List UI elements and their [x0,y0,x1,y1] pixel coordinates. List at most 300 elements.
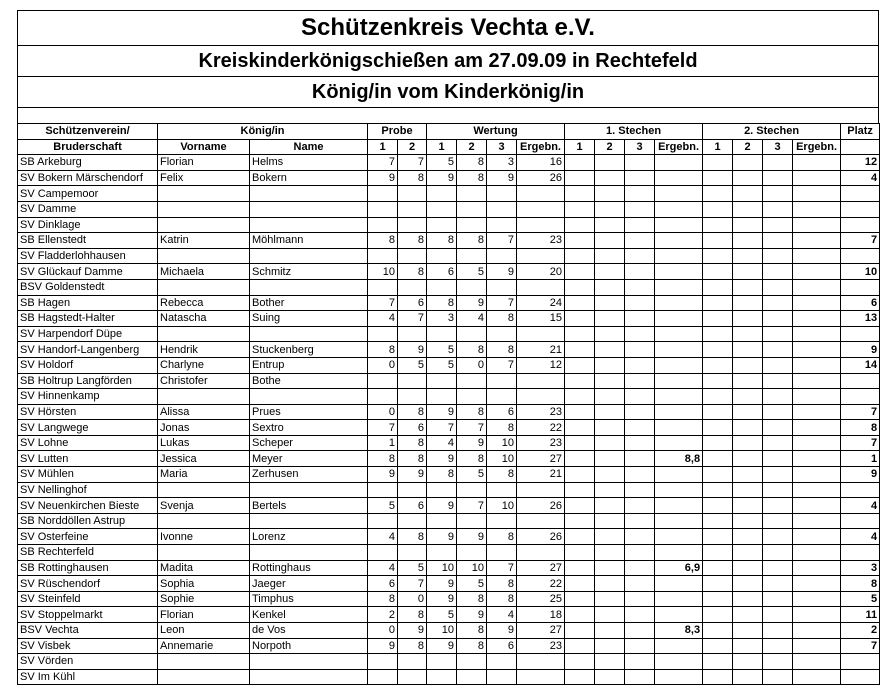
cell-wertung-1: 8 [427,233,457,249]
cell-verein: BSV Vechta [18,623,158,639]
cell-verein: SV Stoppelmarkt [18,607,158,623]
cell-probe-2 [398,669,427,685]
cell-stechen2-2 [733,591,763,607]
cell-wertung-2: 7 [457,420,487,436]
cell-vorname [158,545,250,561]
cell-stechen2-3 [763,654,793,670]
col-stechen2: 2. Stechen [703,124,841,140]
cell-stechen2-3 [763,451,793,467]
cell-platz [841,186,880,202]
cell-stechen2-2 [733,638,763,654]
cell-probe-1: 1 [368,435,398,451]
cell-stechen1-1 [565,264,595,280]
cell-probe-2 [398,248,427,264]
cell-stechen1-1 [565,420,595,436]
cell-stechen1-ergebn [655,311,703,327]
cell-wertung-1: 5 [427,357,457,373]
cell-vorname: Charlyne [158,357,250,373]
cell-stechen1-ergebn [655,498,703,514]
cell-probe-2: 8 [398,170,427,186]
cell-stechen1-2 [595,357,625,373]
cell-probe-2 [398,513,427,529]
cell-stechen1-1 [565,498,595,514]
cell-stechen2-2 [733,482,763,498]
cell-platz: 7 [841,638,880,654]
cell-stechen2-1 [703,311,733,327]
cell-stechen2-2 [733,357,763,373]
cell-verein: SB Hagstedt-Halter [18,311,158,327]
cell-stechen2-ergebn [793,264,841,280]
table-row [18,560,880,576]
cell-wertung-3 [487,326,517,342]
cell-probe-2 [398,482,427,498]
cell-stechen1-3 [625,607,655,623]
cell-stechen1-1 [565,545,595,561]
cell-probe-2: 8 [398,435,427,451]
cell-wertung-1: 7 [427,420,457,436]
cell-stechen1-ergebn: 8,8 [655,451,703,467]
cell-stechen1-1 [565,279,595,295]
cell-stechen2-1 [703,576,733,592]
col-wertung-1: 1 [427,139,457,155]
cell-stechen2-3 [763,638,793,654]
cell-vorname: Katrin [158,233,250,249]
cell-stechen2-ergebn [793,248,841,264]
cell-wertung-2 [457,482,487,498]
document-title: Schützenkreis Vechta e.V. [18,11,878,46]
cell-wertung-2: 5 [457,576,487,592]
cell-wertung-ergebn: 22 [517,576,565,592]
cell-stechen1-3 [625,513,655,529]
cell-vorname: Florian [158,155,250,171]
cell-verein: SV Campemoor [18,186,158,202]
cell-name: Jaeger [250,576,368,592]
cell-stechen2-ergebn [793,201,841,217]
cell-wertung-3 [487,513,517,529]
cell-stechen2-ergebn [793,342,841,358]
cell-stechen2-3 [763,513,793,529]
cell-stechen1-ergebn [655,607,703,623]
cell-stechen1-2 [595,279,625,295]
col-wertung-2: 2 [457,139,487,155]
cell-stechen2-1 [703,560,733,576]
cell-stechen1-2 [595,435,625,451]
cell-vorname: Leon [158,623,250,639]
cell-stechen2-1 [703,529,733,545]
cell-wertung-1: 9 [427,591,457,607]
cell-stechen1-2 [595,201,625,217]
table-row [18,529,880,545]
cell-wertung-1: 9 [427,529,457,545]
cell-stechen1-1 [565,654,595,670]
cell-wertung-1: 5 [427,607,457,623]
cell-stechen1-ergebn [655,357,703,373]
cell-stechen1-2 [595,529,625,545]
cell-wertung-ergebn: 23 [517,435,565,451]
cell-wertung-ergebn [517,545,565,561]
cell-vorname: Natascha [158,311,250,327]
cell-stechen1-2 [595,623,625,639]
cell-wertung-ergebn: 27 [517,451,565,467]
cell-stechen2-2 [733,404,763,420]
cell-stechen2-2 [733,170,763,186]
cell-stechen1-ergebn [655,404,703,420]
cell-verein: SV Steinfeld [18,591,158,607]
cell-stechen2-3 [763,342,793,358]
cell-stechen1-3 [625,404,655,420]
cell-stechen2-3 [763,420,793,436]
cell-probe-2 [398,545,427,561]
cell-stechen2-ergebn [793,389,841,405]
cell-probe-2: 6 [398,498,427,514]
cell-stechen1-1 [565,669,595,685]
cell-stechen1-3 [625,201,655,217]
cell-stechen1-1 [565,326,595,342]
cell-wertung-ergebn [517,669,565,685]
cell-probe-1: 2 [368,607,398,623]
cell-stechen1-ergebn [655,545,703,561]
cell-platz [841,513,880,529]
cell-stechen2-3 [763,560,793,576]
cell-wertung-2: 0 [457,357,487,373]
cell-stechen1-2 [595,170,625,186]
cell-stechen1-1 [565,217,595,233]
cell-wertung-ergebn: 15 [517,311,565,327]
cell-stechen2-2 [733,155,763,171]
cell-wertung-2: 8 [457,623,487,639]
cell-stechen1-3 [625,638,655,654]
cell-probe-2: 8 [398,607,427,623]
cell-verein: SV Hinnenkamp [18,389,158,405]
cell-stechen1-1 [565,186,595,202]
header-row-2 [18,139,880,155]
cell-platz [841,482,880,498]
cell-wertung-2: 8 [457,155,487,171]
cell-name: Bother [250,295,368,311]
cell-stechen1-1 [565,201,595,217]
cell-probe-2 [398,654,427,670]
cell-stechen2-2 [733,295,763,311]
cell-platz: 5 [841,591,880,607]
results-sheet [17,10,879,685]
cell-stechen1-1 [565,404,595,420]
col-vorname: Vorname [158,139,250,155]
cell-stechen2-ergebn [793,467,841,483]
cell-wertung-3: 6 [487,404,517,420]
table-row [18,342,880,358]
col-probe: Probe [368,124,427,140]
cell-stechen1-2 [595,607,625,623]
table-row [18,420,880,436]
cell-probe-1: 9 [368,638,398,654]
cell-probe-1: 7 [368,295,398,311]
cell-stechen2-1 [703,342,733,358]
cell-stechen2-2 [733,451,763,467]
cell-stechen1-1 [565,607,595,623]
cell-platz [841,326,880,342]
cell-verein: SB Ellenstedt [18,233,158,249]
cell-probe-1 [368,279,398,295]
cell-probe-1 [368,513,398,529]
cell-stechen1-3 [625,357,655,373]
cell-stechen2-1 [703,264,733,280]
cell-probe-1: 0 [368,357,398,373]
cell-stechen2-1 [703,248,733,264]
cell-stechen1-3 [625,451,655,467]
cell-vorname: Jessica [158,451,250,467]
cell-wertung-3 [487,373,517,389]
cell-verein: SB Rottinghausen [18,560,158,576]
cell-verein: SV Neuenkirchen Bieste [18,498,158,514]
cell-probe-1 [368,669,398,685]
cell-wertung-2: 10 [457,560,487,576]
cell-wertung-1 [427,545,457,561]
cell-stechen2-2 [733,513,763,529]
cell-stechen2-2 [733,669,763,685]
cell-wertung-ergebn [517,373,565,389]
cell-stechen1-3 [625,295,655,311]
cell-wertung-2: 8 [457,233,487,249]
cell-platz: 14 [841,357,880,373]
cell-stechen2-ergebn [793,638,841,654]
cell-name [250,669,368,685]
cell-verein: SB Rechterfeld [18,545,158,561]
cell-wertung-ergebn: 21 [517,467,565,483]
cell-stechen2-1 [703,233,733,249]
cell-stechen2-1 [703,654,733,670]
table-row [18,217,880,233]
cell-wertung-ergebn [517,513,565,529]
cell-verein: SV Lutten [18,451,158,467]
cell-wertung-ergebn: 20 [517,264,565,280]
cell-stechen2-1 [703,513,733,529]
cell-stechen2-2 [733,201,763,217]
cell-stechen1-ergebn: 6,9 [655,560,703,576]
cell-probe-1: 0 [368,404,398,420]
cell-stechen1-ergebn [655,201,703,217]
cell-wertung-1: 8 [427,467,457,483]
cell-wertung-ergebn [517,326,565,342]
cell-stechen1-2 [595,373,625,389]
cell-stechen2-3 [763,435,793,451]
col-verein-bottom: Bruderschaft [18,139,158,155]
cell-wertung-1: 9 [427,576,457,592]
cell-vorname [158,279,250,295]
cell-verein: SB Arkeburg [18,155,158,171]
header-row-1 [18,124,880,140]
cell-stechen1-ergebn [655,326,703,342]
cell-vorname: Lukas [158,435,250,451]
cell-stechen2-1 [703,373,733,389]
cell-platz: 7 [841,404,880,420]
cell-wertung-3: 3 [487,155,517,171]
cell-stechen1-3 [625,498,655,514]
cell-wertung-ergebn: 21 [517,342,565,358]
table-row [18,264,880,280]
cell-wertung-ergebn: 23 [517,638,565,654]
cell-wertung-3: 8 [487,311,517,327]
cell-stechen1-ergebn: 8,3 [655,623,703,639]
cell-stechen1-3 [625,435,655,451]
cell-vorname [158,201,250,217]
cell-wertung-2: 8 [457,342,487,358]
cell-stechen2-3 [763,186,793,202]
cell-stechen2-1 [703,591,733,607]
cell-name: Rottinghaus [250,560,368,576]
cell-name: Lorenz [250,529,368,545]
cell-stechen2-1 [703,217,733,233]
cell-probe-2: 7 [398,155,427,171]
col-wertung: Wertung [427,124,565,140]
cell-probe-2: 7 [398,576,427,592]
cell-stechen1-ergebn [655,576,703,592]
cell-name: de Vos [250,623,368,639]
cell-platz: 3 [841,560,880,576]
cell-platz: 8 [841,576,880,592]
cell-stechen2-3 [763,217,793,233]
cell-stechen2-1 [703,545,733,561]
cell-stechen1-ergebn [655,248,703,264]
cell-stechen2-3 [763,389,793,405]
cell-name: Bothe [250,373,368,389]
cell-wertung-2 [457,389,487,405]
cell-stechen1-2 [595,248,625,264]
cell-stechen1-2 [595,186,625,202]
cell-stechen1-2 [595,295,625,311]
cell-stechen1-3 [625,311,655,327]
cell-platz: 7 [841,435,880,451]
col-koenig: König/in [158,124,368,140]
cell-wertung-3 [487,669,517,685]
cell-wertung-ergebn: 22 [517,420,565,436]
cell-vorname [158,389,250,405]
cell-stechen1-1 [565,170,595,186]
spacer-row [17,108,879,123]
cell-stechen1-2 [595,467,625,483]
cell-stechen2-ergebn [793,607,841,623]
cell-probe-1 [368,201,398,217]
cell-stechen1-1 [565,342,595,358]
cell-probe-1: 8 [368,233,398,249]
cell-vorname: Felix [158,170,250,186]
cell-probe-2 [398,373,427,389]
cell-wertung-ergebn: 26 [517,498,565,514]
cell-wertung-2: 8 [457,638,487,654]
cell-wertung-2 [457,217,487,233]
cell-probe-2 [398,186,427,202]
table-row [18,357,880,373]
cell-stechen1-3 [625,529,655,545]
cell-platz [841,217,880,233]
cell-wertung-3: 10 [487,498,517,514]
cell-name: Kenkel [250,607,368,623]
cell-probe-2: 8 [398,451,427,467]
cell-stechen2-3 [763,591,793,607]
cell-name: Meyer [250,451,368,467]
cell-vorname: Hendrik [158,342,250,358]
cell-stechen1-1 [565,467,595,483]
cell-stechen1-3 [625,560,655,576]
cell-stechen1-1 [565,576,595,592]
cell-probe-2: 5 [398,560,427,576]
cell-stechen1-2 [595,389,625,405]
cell-vorname: Annemarie [158,638,250,654]
table-row [18,451,880,467]
cell-stechen2-2 [733,545,763,561]
cell-wertung-2: 5 [457,467,487,483]
cell-stechen2-1 [703,155,733,171]
cell-verein: SV Harpendorf Düpe [18,326,158,342]
cell-stechen1-2 [595,560,625,576]
cell-stechen2-1 [703,420,733,436]
cell-stechen2-ergebn [793,654,841,670]
cell-wertung-ergebn [517,248,565,264]
cell-stechen2-ergebn [793,435,841,451]
cell-wertung-2 [457,279,487,295]
cell-platz [841,545,880,561]
cell-stechen1-3 [625,155,655,171]
cell-stechen1-3 [625,186,655,202]
table-row [18,623,880,639]
cell-wertung-3: 10 [487,435,517,451]
cell-verein: SV Osterfeine [18,529,158,545]
cell-stechen2-3 [763,373,793,389]
cell-wertung-1 [427,482,457,498]
cell-stechen1-2 [595,591,625,607]
cell-stechen1-3 [625,373,655,389]
table-row [18,155,880,171]
table-row [18,545,880,561]
document-subtitle: Kreiskinderkönigschießen am 27.09.09 in Rechtefeld [18,46,878,77]
cell-probe-1 [368,326,398,342]
cell-platz [841,201,880,217]
cell-stechen1-1 [565,591,595,607]
cell-wertung-ergebn: 27 [517,623,565,639]
cell-stechen1-3 [625,342,655,358]
cell-verein: SV Visbek [18,638,158,654]
cell-stechen1-ergebn [655,264,703,280]
cell-probe-2 [398,279,427,295]
col-stechen1-1: 1 [565,139,595,155]
cell-probe-1 [368,545,398,561]
cell-wertung-1: 5 [427,155,457,171]
cell-platz: 7 [841,233,880,249]
cell-stechen1-2 [595,326,625,342]
cell-wertung-3: 6 [487,638,517,654]
cell-wertung-1: 5 [427,342,457,358]
cell-name: Schmitz [250,264,368,280]
cell-name [250,201,368,217]
cell-stechen2-2 [733,279,763,295]
cell-name [250,513,368,529]
cell-stechen1-3 [625,654,655,670]
cell-probe-1: 8 [368,451,398,467]
cell-wertung-1: 8 [427,295,457,311]
cell-verein: SB Norddöllen Astrup [18,513,158,529]
table-row [18,669,880,685]
cell-wertung-3: 9 [487,623,517,639]
cell-verein: SV Handorf-Langenberg [18,342,158,358]
cell-wertung-3: 7 [487,357,517,373]
cell-stechen1-1 [565,623,595,639]
cell-wertung-1: 9 [427,404,457,420]
cell-wertung-1: 9 [427,638,457,654]
cell-wertung-1 [427,279,457,295]
cell-wertung-3: 8 [487,591,517,607]
cell-wertung-2 [457,545,487,561]
table-row [18,654,880,670]
table-row [18,435,880,451]
